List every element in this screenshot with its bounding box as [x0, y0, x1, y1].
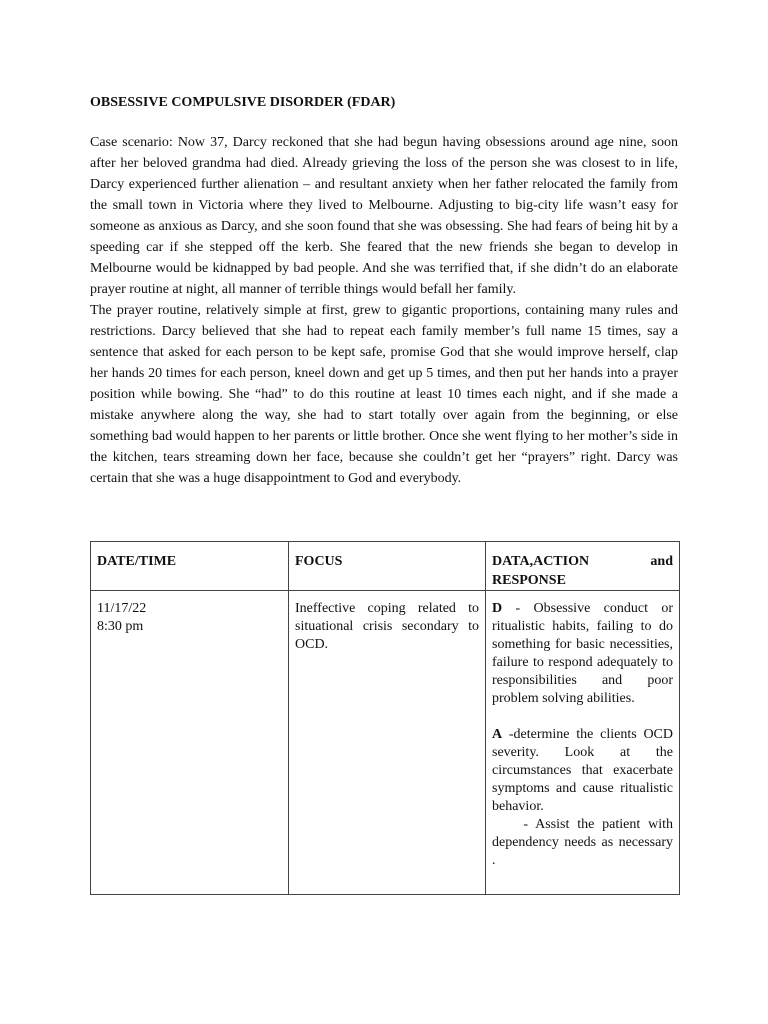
data-label: D: [492, 601, 503, 616]
table-row: [91, 591, 680, 895]
focus-text: Ineffective coping related to situational crisis secondary to OCD.: [295, 601, 479, 652]
cell-dar: [486, 591, 680, 895]
fdar-table: [90, 541, 680, 895]
table-header-row: [91, 542, 680, 591]
header-focus: FOCUS: [289, 542, 486, 591]
header-datetime: DATE/TIME: [91, 542, 289, 591]
case-scenario-paragraph: Case scenario: Now 37, Darcy reckoned that she had begun having obsessions around age nine, soon after her beloved grandma had died. Already grieving the loss of the person she was closest to in life, Darcy experienced further alienation – and resultant anxiety when her father relocated the family from the small town in Victoria where they lived to Melbourne. Adjusting to big-city life wasn’t easy for someone as anxious as Darcy, and she soon found that she was obsessing. She had fears of being hit by a speeding car if she stepped off the kerb. She feared that the new friends she began to develop in Melbourne would be kidnapped by bad people. And she was terrified that, if she didn’t do an elaborate prayer routine at night, all manner of terrible things would befall her family.: [90, 135, 678, 297]
action-entry: [492, 726, 673, 816]
cell-focus: [289, 591, 486, 895]
header-dar-part1: DATA,ACTION: [492, 554, 590, 569]
data-entry: [492, 600, 673, 708]
document-title: OBSESSIVE COMPULSIVE DISORDER (FDAR): [90, 95, 396, 110]
document-body: [90, 94, 678, 489]
action-label: A: [492, 727, 503, 742]
header-data-action-response: [486, 542, 680, 591]
action-text: -determine the clients OCD severity. Look at the circumstances that exacerbate symptoms and cause ritualistic behavior.: [492, 727, 673, 814]
prayer-routine-paragraph: The prayer routine, relatively simple at first, grew to gigantic proportions, containing many rules and restrictions. Darcy believed that she had to repeat each family member’s full name 15 times, say a sentence that asked for each person to be kept safe, promise God that she would improve herself, clap her hands 20 times for each person, kneel down and get up 5 times, and then put her hands into a prayer position while bowing. She “had” to do this routine at least 10 times each night, and if she made a mistake anywhere along the way, she had to start totally over again from the beginning, or else something bad would happen to her parents or little brother. Once she went flying to her mother’s side in the kitchen, tears streaming down her face, because she couldn’t get her “prayers” right. Darcy was certain that she was a huge disappointment to God and everybody.: [90, 303, 678, 486]
entry-time: 8:30 pm: [97, 619, 144, 634]
cell-datetime: [91, 591, 289, 895]
header-dar-part3: RESPONSE: [492, 573, 566, 588]
action-text-2: - Assist the patient with dependency needs as necessary .: [492, 817, 677, 868]
header-dar-part2: and: [650, 554, 673, 569]
entry-date: 11/17/22: [97, 601, 147, 616]
data-text: - Obsessive conduct or ritualistic habits, failing to do something for basic necessities, failure to respond adequately to responsibilities and poor problem solving abilities.: [492, 601, 673, 706]
